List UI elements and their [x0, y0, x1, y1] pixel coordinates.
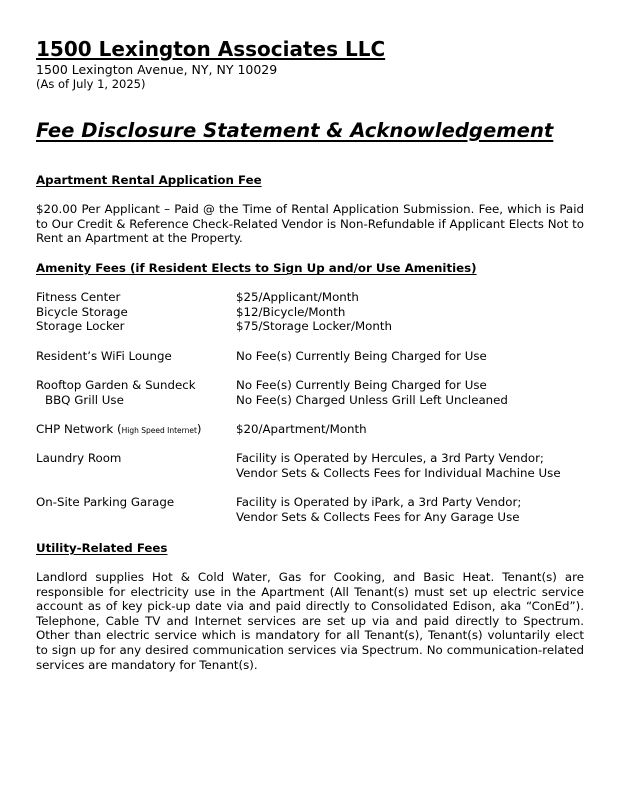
amenity-value: $20/Apartment/Month: [236, 422, 367, 436]
amenity-value: No Fee(s) Currently Being Charged for Use: [236, 378, 487, 392]
document-title: Fee Disclosure Statement & Acknowledgement: [36, 119, 554, 142]
amenity-label: Rooftop Garden & Sundeck: [36, 378, 196, 392]
amenity-value: $25/Applicant/Month: [236, 290, 359, 304]
amenity-value: [236, 451, 561, 480]
amenity-value: $12/Bicycle/Month: [236, 304, 346, 319]
amenity-value: No Fee(s) Charged Unless Grill Left Uncleaned: [236, 392, 508, 407]
amenity-value-line: Vendor Sets & Collects Fees for Any Garage Use: [236, 509, 520, 524]
amenity-label-close: ): [196, 422, 202, 436]
utility-fees-heading: Utility-Related Fees: [36, 541, 168, 555]
company-name: 1500 Lexington Associates LLC: [36, 37, 386, 61]
amenity-label: Bicycle Storage: [36, 304, 128, 319]
amenity-value-line: Facility is Operated by iPark, a 3rd Party Vendor;: [236, 495, 522, 509]
utility-fees-text: Landlord supplies Hot & Cold Water, Gas for Cooking, and Basic Heat. Tenant(s) are responsible for electricity use in the Apartment (All Tenant(s) must set up electric service account as of key pick-up date via and paid directly to Consolidated Edison, aka “ConEd”). Telephone, Cable TV and Internet services are set up via and paid directly to Spectrum. Other than electric service which is mandatory for all Tenant(s), Tenant(s) voluntarily elect to sign up for any desired communication services via Spectrum. No communication-related services are mandatory for Tenant(s).: [36, 570, 584, 672]
amenity-label: Storage Locker: [36, 319, 125, 334]
application-fee-heading: Apartment Rental Application Fee: [36, 173, 262, 187]
amenity-label: [36, 422, 202, 439]
company-address: 1500 Lexington Avenue, NY, NY 10029: [36, 62, 278, 77]
amenity-value-line: Facility is Operated by Hercules, a 3rd Party Vendor;: [236, 451, 544, 465]
amenity-value: $75/Storage Locker/Month: [236, 319, 392, 334]
amenity-label: Resident’s WiFi Lounge: [36, 349, 172, 363]
amenity-label: BBQ Grill Use: [45, 392, 124, 407]
application-fee-text: $20.00 Per Applicant – Paid @ the Time of Rental Application Submission. Fee, which is Paid to Our Credit & Reference Check-Related Vendor is Non-Refundable if Applicant Elects Not to Rent an Apartment at the Property.: [36, 202, 584, 246]
as-of-date: (As of July 1, 2025): [36, 77, 146, 91]
amenity-label: Laundry Room: [36, 451, 122, 465]
amenity-value: [236, 495, 521, 524]
amenity-label-text: CHP Network (: [36, 422, 122, 436]
amenity-value: No Fee(s) Currently Being Charged for Use: [236, 349, 487, 363]
amenity-value-line: Vendor Sets & Collects Fees for Individual Machine Use: [236, 465, 561, 480]
amenity-label-note: High Speed Internet: [121, 426, 197, 435]
document-page: [36, 36, 584, 672]
amenity-label: Fitness Center: [36, 290, 121, 304]
amenity-fees-heading: Amenity Fees (if Resident Elects to Sign Up and/or Use Amenities): [36, 261, 477, 275]
amenity-label: On-Site Parking Garage: [36, 495, 175, 509]
